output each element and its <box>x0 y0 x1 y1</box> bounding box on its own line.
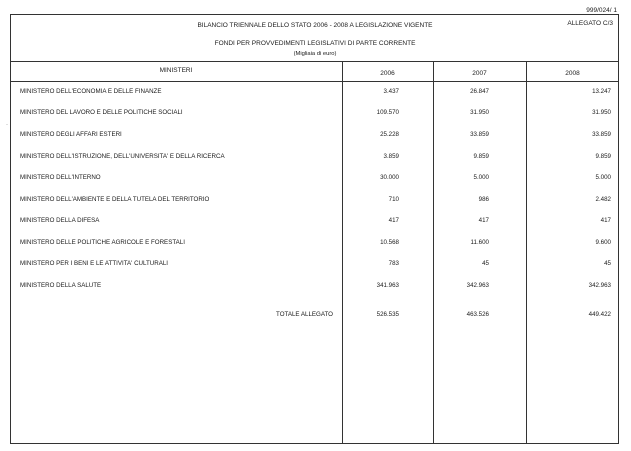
value-2007: 342.963 <box>466 282 489 289</box>
header-bottom-rule <box>10 81 619 82</box>
value-2007: 31.950 <box>470 109 489 116</box>
row-label: MINISTERO DELL'AMBIENTE E DELLA TUTELA DEL TERRITORIO <box>20 196 210 203</box>
value-2007: 986 <box>478 196 489 203</box>
margin-mark: · <box>6 122 8 128</box>
row-label: MINISTERO PER I BENI E LE ATTIVITA' CULTURALI <box>20 260 168 267</box>
value-2006: 417 <box>388 217 399 224</box>
table-row <box>0 282 631 294</box>
value-2007: 417 <box>478 217 489 224</box>
row-label: MINISTERO DELLE POLITICHE AGRICOLE E FORESTALI <box>20 239 185 246</box>
table-row <box>0 109 631 121</box>
table-frame <box>10 14 619 444</box>
total-label: TOTALE ALLEGATO <box>276 311 333 318</box>
value-2006: 710 <box>388 196 399 203</box>
allegato-label: ALLEGATO C/3 <box>567 20 613 27</box>
table-row <box>0 174 631 186</box>
value-2007: 11.600 <box>470 239 489 246</box>
value-2008: 33.859 <box>592 131 611 138</box>
row-label: MINISTERO DELLA SALUTE <box>20 282 102 289</box>
document-code: 999/024/ 1 <box>586 7 617 14</box>
value-2007: 5.000 <box>473 174 489 181</box>
column-header-2006: 2006 <box>380 70 395 77</box>
column-header-2007: 2007 <box>472 70 487 77</box>
document-subtitle: FONDI PER PROVVEDIMENTI LEGISLATIVI DI PARTE CORRENTE <box>214 40 416 47</box>
value-2006: 3.859 <box>383 153 399 160</box>
total-2008: 449.422 <box>588 311 611 318</box>
total-2007: 463.526 <box>466 311 489 318</box>
value-2008: 9.859 <box>595 153 611 160</box>
value-2008: 9.600 <box>595 239 611 246</box>
value-2007: 33.859 <box>470 131 489 138</box>
total-row <box>0 311 631 323</box>
unit-label: (Migliaia di euro) <box>293 51 337 57</box>
table-row <box>0 153 631 165</box>
value-2008: 45 <box>604 260 611 267</box>
value-2007: 26.847 <box>470 88 489 95</box>
header-top-rule <box>10 61 619 62</box>
value-2008: 2.482 <box>595 196 611 203</box>
value-2006: 30.000 <box>380 174 399 181</box>
table-row <box>0 239 631 251</box>
row-label: MINISTERO DEGLI AFFARI ESTERI <box>20 131 122 138</box>
value-2008: 417 <box>600 217 611 224</box>
value-2008: 31.950 <box>592 109 611 116</box>
value-2008: 342.963 <box>588 282 611 289</box>
value-2008: 13.247 <box>592 88 611 95</box>
value-2006: 25.228 <box>380 131 399 138</box>
value-2006: 783 <box>388 260 399 267</box>
table-row <box>0 217 631 229</box>
document-title: BILANCIO TRIENNALE DELLO STATO 2006 - 2008 A LEGISLAZIONE VIGENTE <box>197 22 433 29</box>
total-2006: 526.535 <box>376 311 399 318</box>
column-header-ministeri: MINISTERI <box>159 67 193 74</box>
row-label: MINISTERO DEL LAVORO E DELLE POLITICHE SOCIALI <box>20 109 183 116</box>
value-2008: 5.000 <box>595 174 611 181</box>
value-2007: 45 <box>482 260 489 267</box>
value-2006: 341.963 <box>376 282 399 289</box>
table-row <box>0 131 631 143</box>
row-label: MINISTERO DELL'ECONOMIA E DELLE FINANZE <box>20 88 162 95</box>
table-row <box>0 260 631 272</box>
row-label: MINISTERO DELL'INTERNO <box>20 174 101 181</box>
table-row <box>0 88 631 100</box>
value-2007: 9.859 <box>473 153 489 160</box>
row-label: MINISTERO DELLA DIFESA <box>20 217 100 224</box>
row-label: MINISTERO DELL'ISTRUZIONE, DELL'UNIVERSITA' E DELLA RICERCA <box>20 153 225 160</box>
table-row <box>0 196 631 208</box>
value-2006: 10.568 <box>380 239 399 246</box>
value-2006: 3.437 <box>383 88 399 95</box>
column-header-2008: 2008 <box>565 70 580 77</box>
value-2006: 109.570 <box>376 109 399 116</box>
